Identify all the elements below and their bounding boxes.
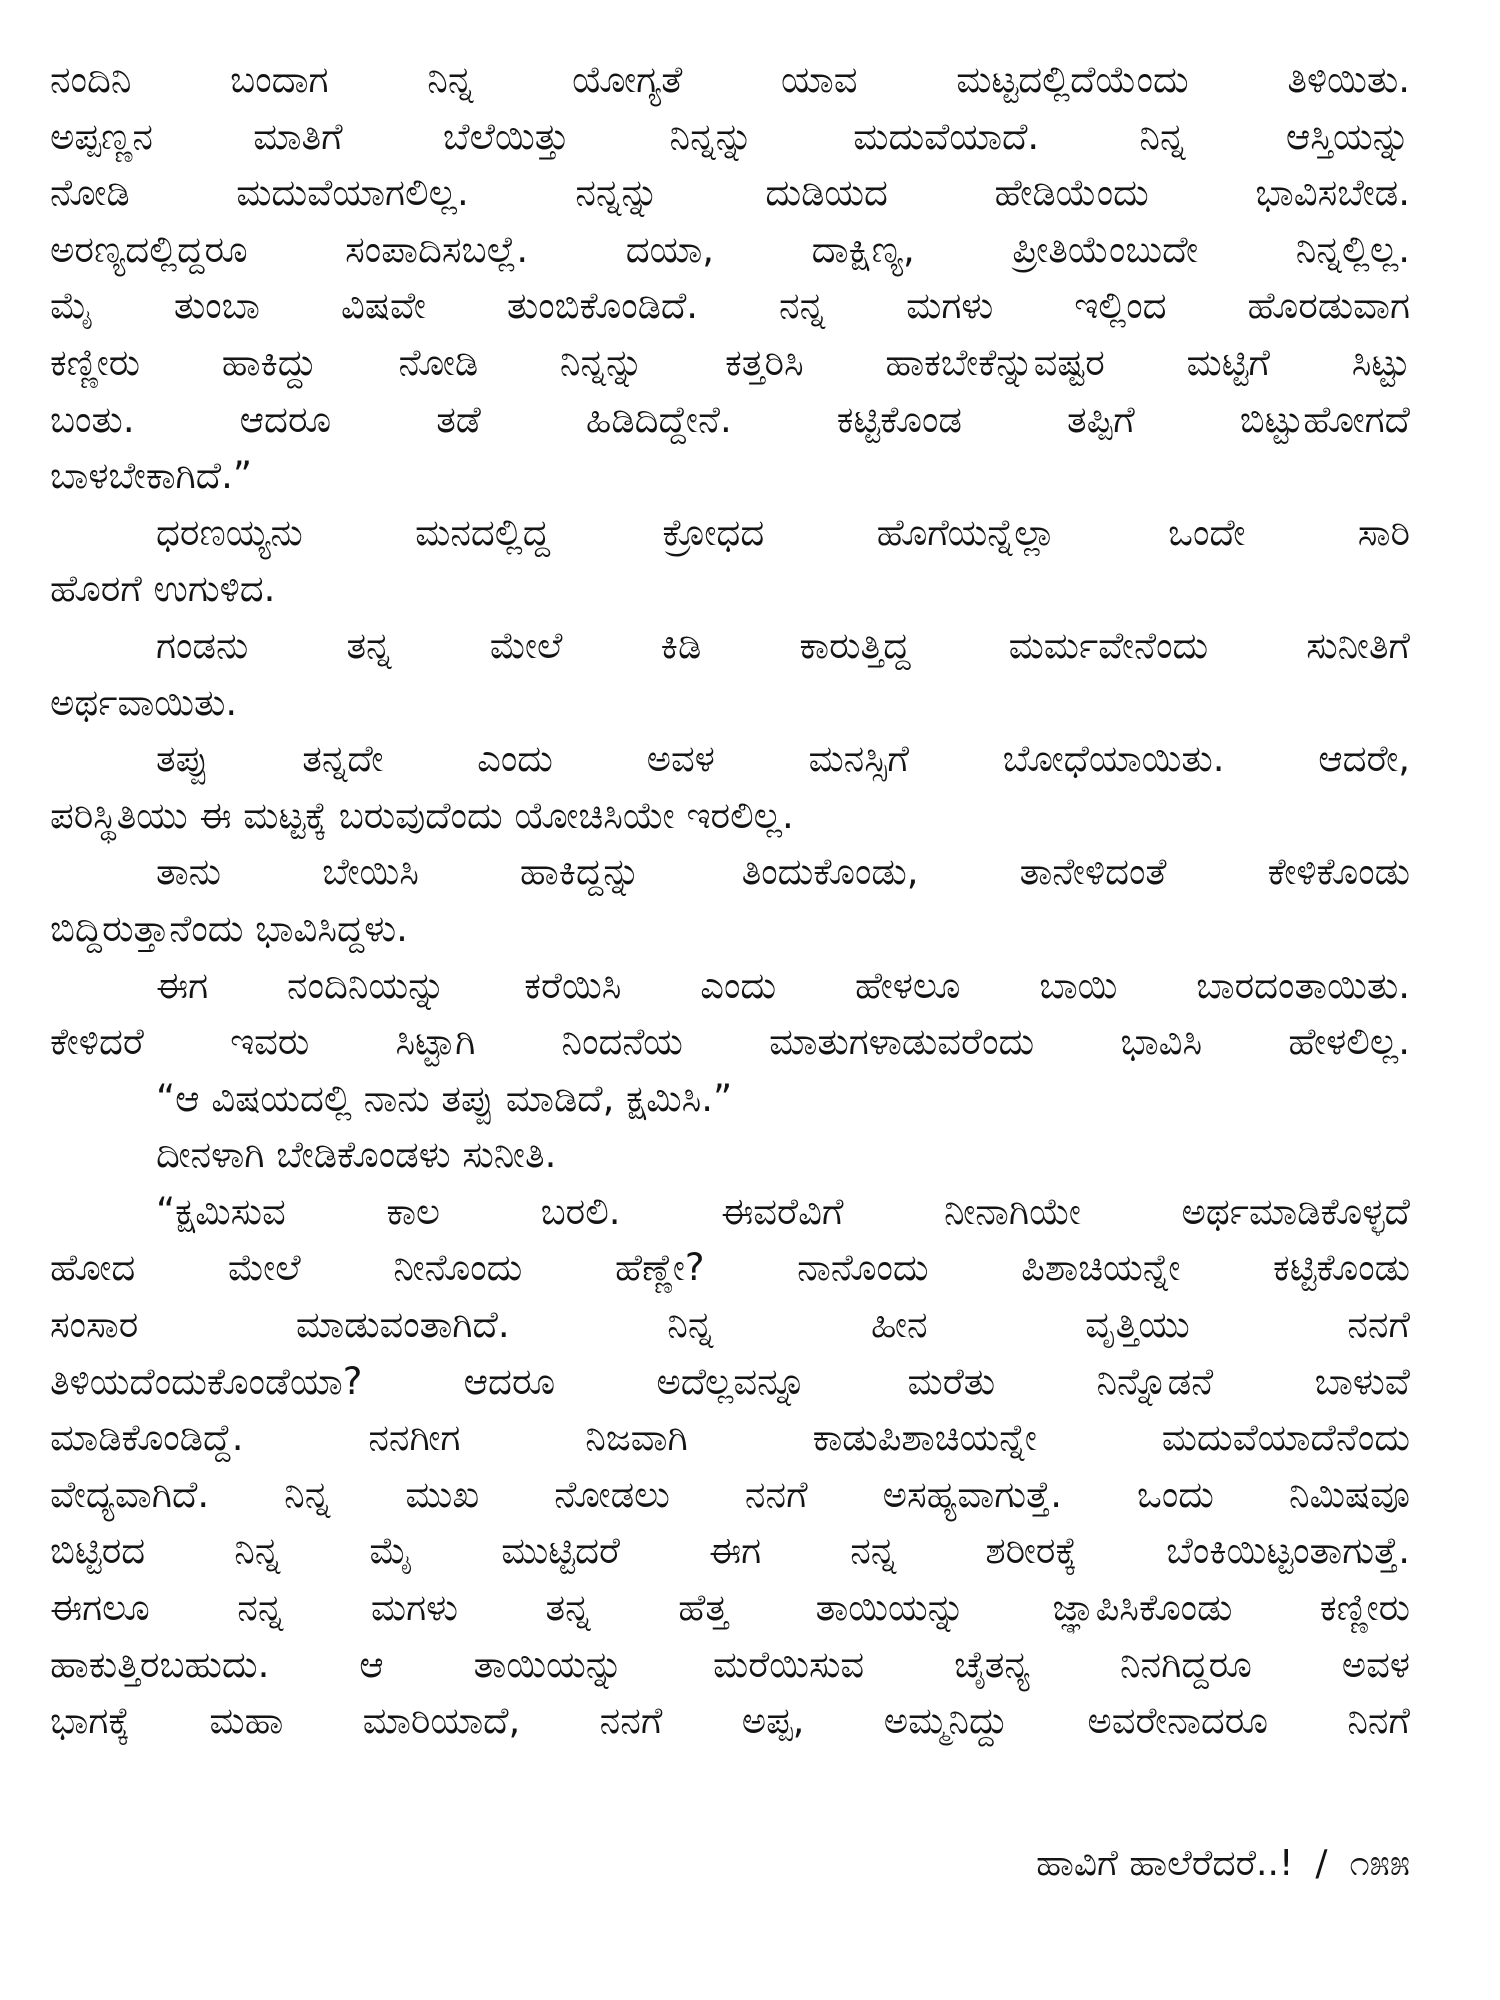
text-line: “ಆ ವಿಷಯದಲ್ಲಿ ನಾನು ತಪ್ಪು ಮಾಡಿದೆ, ಕ್ಷಮಿಸಿ.” [156,1076,733,1120]
text-line: ಗಂಡನು ತನ್ನ ಮೇಲೆ ಕಿಡಿ ಕಾರುತ್ತಿದ್ದ ಮರ್ಮವೇನೆಂದು ಸುನೀತಿಗೆ [156,623,1410,667]
text-line: ಸಂಸಾರ ಮಾಡುವಂತಾಗಿದೆ. ನಿನ್ನ ಹೀನ ವೃತ್ತಿಯು ನನಗೆ [50,1303,1410,1347]
text-line: ಪರಿಸ್ಥಿತಿಯು ಈ ಮಟ್ಟಕ್ಕೆ ಬರುವುದೆಂದು ಯೋಚಿಸಿಯೇ ಇರಲಿಲ್ಲ. [50,793,794,837]
text-line: ಅರ್ಥವಾಯಿತು. [50,680,238,724]
text-line: ಭಾಗಕ್ಕೆ ಮಹಾ ಮಾರಿಯಾದೆ, ನನಗೆ ಅಪ್ಪ, ಅಮ್ಮನಿದ್ದು ಅವರೇನಾದರೂ ನಿನಗೆ [50,1699,1410,1743]
text-line: ಮಾಡಿಕೊಂಡಿದ್ದೆ. ನನಗೀಗ ನಿಜವಾಗಿ ಕಾಡುಪಿಶಾಚಿಯನ್ನೇ ಮದುವೆಯಾದೆನೆಂದು [50,1416,1410,1460]
text-line: ಹೋದ ಮೇಲೆ ನೀನೊಂದು ಹೆಣ್ಣೇ? ನಾನೊಂದು ಪಿಶಾಚಿಯನ್ನೇ ಕಟ್ಟಿಕೊಂಡು [50,1246,1410,1290]
text-line: ಈಗಲೂ ನನ್ನ ಮಗಳು ತನ್ನ ಹೆತ್ತ ತಾಯಿಯನ್ನು ಜ್ಞಾಪಿಸಿಕೊಂಡು ಕಣ್ಣೀರು [50,1586,1410,1630]
text-line: ಈಗ ನಂದಿನಿಯನ್ನು ಕರೆಯಿಸಿ ಎಂದು ಹೇಳಲೂ ಬಾಯಿ ಬಾರದಂತಾಯಿತು. [156,963,1410,1007]
text-line: ತಿಳಿಯದೆಂದುಕೊಂಡೆಯಾ? ಆದರೂ ಅದೆಲ್ಲವನ್ನೂ ಮರೆತು ನಿನ್ನೊಡನೆ ಬಾಳುವೆ [50,1359,1410,1403]
text-line: ನಂದಿನಿ ಬಂದಾಗ ನಿನ್ನ ಯೋಗ್ಯತೆ ಯಾವ ಮಟ್ಟದಲ್ಲಿದೆಯೆಂದು ತಿಳಿಯಿತು. [50,58,1410,101]
text-line: ತಾನು ಬೇಯಿಸಿ ಹಾಕಿದ್ದನ್ನು ತಿಂದುಕೊಂಡು, ತಾನೇಳಿದಂತೆ ಕೇಳಿಕೊಂಡು [156,850,1410,894]
text-line: ಅಪ್ಪಣ್ಣನ ಮಾತಿಗೆ ಬೆಲೆಯಿತ್ತು ನಿನ್ನನ್ನು ಮದುವೆಯಾದೆ. ನಿನ್ನ ಆಸ್ತಿಯನ್ನು [50,114,1410,158]
text-line: ಕೇಳಿದರೆ ಇವರು ಸಿಟ್ಟಾಗಿ ನಿಂದನೆಯ ಮಾತುಗಳಾಡುವರೆಂದು ಭಾವಿಸಿ ಹೇಳಲಿಲ್ಲ. [50,1020,1410,1064]
text-line: ಕಣ್ಣೀರು ಹಾಕಿದ್ದು ನೋಡಿ ನಿನ್ನನ್ನು ಕತ್ತರಿಸಿ ಹಾಕಬೇಕೆನ್ನುವಷ್ಟರ ಮಟ್ಟಿಗೆ ಸಿಟ್ಟು [50,340,1410,384]
page-footer [1036,1840,1410,1888]
page-number: ೧೫೫ [1349,1843,1410,1884]
text-line: ಬಾಳಬೇಕಾಗಿದೆ.” [50,454,253,498]
text-line: ಅರಣ್ಯದಲ್ಲಿದ್ದರೂ ಸಂಪಾದಿಸಬಲ್ಲೆ. ದಯಾ, ದಾಕ್ಷಿಣ್ಯ, ಪ್ರೀತಿಯೆಂಬುದೇ ನಿನ್ನಲ್ಲಿಲ್ಲ. [50,227,1410,271]
text-line: ಹಾಕುತ್ತಿರಬಹುದು. ಆ ತಾಯಿಯನ್ನು ಮರೆಯಿಸುವ ಚೈತನ್ಯ ನಿನಗಿದ್ದರೂ ಅವಳ [50,1642,1410,1686]
text-line: ನೋಡಿ ಮದುವೆಯಾಗಲಿಲ್ಲ. ನನ್ನನ್ನು ದುಡಿಯದ ಹೇಡಿಯೆಂದು ಭಾವಿಸಬೇಡ. [50,171,1410,215]
text-line: ಬಂತು. ಆದರೂ ತಡೆ ಹಿಡಿದಿದ್ದೇನೆ. ಕಟ್ಟಿಕೊಂಡ ತಪ್ಪಿಗೆ ಬಿಟ್ಟುಹೋಗದೆ [50,397,1410,441]
text-line: ಹೊರಗೆ ಉಗುಳಿದ. [50,567,276,611]
text-line: ಧರಣಯ್ಯನು ಮನದಲ್ಲಿದ್ದ ಕ್ರೋಧದ ಹೊಗೆಯನ್ನೆಲ್ಲಾ ಒಂದೇ ಸಾರಿ [156,510,1410,554]
text-line: ಮೈ ತುಂಬಾ ವಿಷವೇ ತುಂಬಿಕೊಂಡಿದೆ. ನನ್ನ ಮಗಳು ಇಲ್ಲಿಂದ ಹೊರಡುವಾಗ [50,284,1410,328]
text-line: ಬಿಟ್ಟಿರದ ನಿನ್ನ ಮೈ ಮುಟ್ಟಿದರೆ ಈಗ ನನ್ನ ಶರೀರಕ್ಕೆ ಬೆಂಕಿಯಿಟ್ಟಂತಾಗುತ್ತೆ. [50,1529,1410,1573]
page-body-text [50,52,1410,1750]
text-line: ವೇದ್ಯವಾಗಿದೆ. ನಿನ್ನ ಮುಖ ನೋಡಲು ನನಗೆ ಅಸಹ್ಯವಾಗುತ್ತೆ. ಒಂದು ನಿಮಿಷವೂ [50,1472,1410,1516]
text-line: “ಕ್ಷಮಿಸುವ ಕಾಲ ಬರಲಿ. ಈವರೆವಿಗೆ ನೀನಾಗಿಯೇ ಅರ್ಥಮಾಡಿಕೊಳ್ಳದೆ [156,1189,1410,1233]
book-title: ಹಾವಿಗೆ ಹಾಲೆರೆದರೆ..! [1036,1843,1294,1884]
text-line: ತಪ್ಪು ತನ್ನದೇ ಎಂದು ಅವಳ ಮನಸ್ಸಿಗೆ ಬೋಧೆಯಾಯಿತು. ಆದರೇ, [156,737,1410,781]
text-line: ದೀನಳಾಗಿ ಬೇಡಿಕೊಂಡಳು ಸುನೀತಿ. [156,1133,557,1177]
footer-separator: / [1315,1843,1328,1884]
text-line: ಬಿದ್ದಿರುತ್ತಾನೆಂದು ಭಾವಿಸಿದ್ದಳು. [50,906,408,950]
